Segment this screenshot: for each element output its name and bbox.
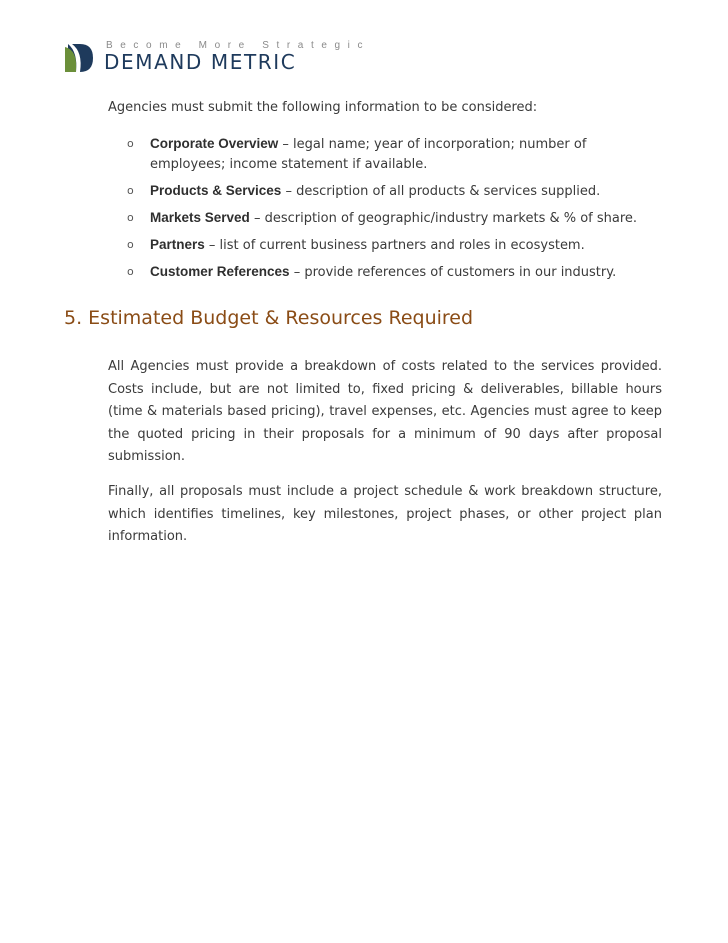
bullet-term: Corporate Overview xyxy=(150,136,279,151)
list-item xyxy=(127,208,657,229)
list-item xyxy=(127,262,657,283)
bullet-term: Products & Services xyxy=(150,183,282,198)
logo-brand-name: DEMAND METRIC xyxy=(104,50,297,74)
bullet-description: – list of current business partners and roles in ecosystem. xyxy=(204,238,585,253)
bullet-description: – provide references of customers in our industry. xyxy=(289,265,617,280)
bullet-marker: o xyxy=(127,184,134,197)
list-item xyxy=(127,181,657,202)
bullet-description: – legal name; year of incorporation; number of employees; income statement if available. xyxy=(150,137,587,172)
bullet-marker: o xyxy=(127,238,134,251)
bullet-marker: o xyxy=(127,265,134,278)
bullet-marker: o xyxy=(127,137,134,150)
section-heading: 5. Estimated Budget & Resources Required xyxy=(64,307,474,329)
logo-tagline: Become More Strategic xyxy=(106,40,371,51)
list-item xyxy=(127,134,657,175)
demand-metric-logo xyxy=(64,38,371,78)
bullet-description: – description of geographic/industry markets & % of share. xyxy=(249,211,638,226)
bullet-term: Markets Served xyxy=(150,210,250,225)
logo-mark-icon xyxy=(64,42,94,74)
requirements-intro: Agencies must submit the following information to be considered: xyxy=(108,100,538,115)
list-item xyxy=(127,235,657,256)
bullet-marker: o xyxy=(127,211,134,224)
requirements-list xyxy=(127,134,657,289)
schedule-paragraph: Finally, all proposals must include a project schedule & work breakdown structure, which identifies timelines, key milestones, project phases, or other project plan information. xyxy=(108,484,662,544)
budget-paragraph: All Agencies must provide a breakdown of costs related to the services provided. Costs include, but are not limited to, fixed pricing & deliverables, billable hours (time & materials based pricing), travel expenses, etc. Agencies must agree to keep the quoted pricing in their proposals for a minimum of 90 days after proposal submission. xyxy=(108,359,662,464)
bullet-description: – description of all products & services supplied. xyxy=(281,184,601,199)
bullet-term: Customer References xyxy=(150,264,290,279)
bullet-term: Partners xyxy=(150,237,205,252)
